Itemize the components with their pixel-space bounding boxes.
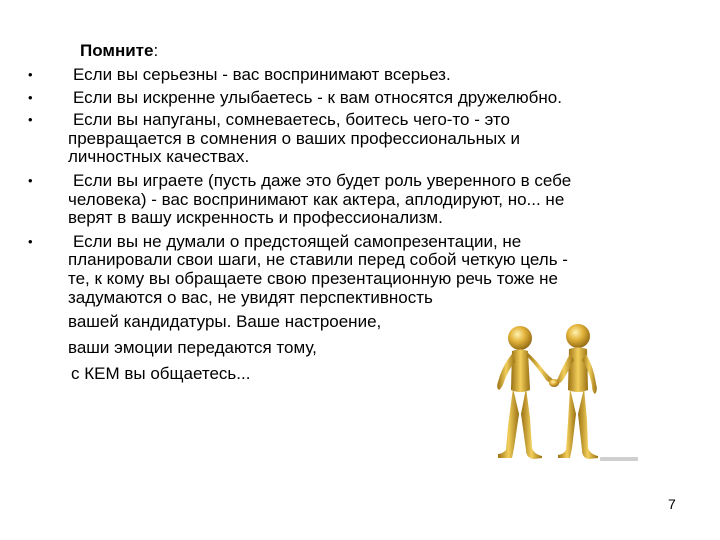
watermark-logo [600,457,638,461]
bullet-item [28,172,688,228]
slide-title [80,40,158,61]
bullet-item [28,89,688,108]
bullet-marker: • [28,89,33,105]
left-figure [497,326,554,459]
bullet-line: превращается в сомнения о ваших профессиональных и [68,128,520,148]
handshake-figures-illustration [468,318,648,466]
bullet-line: Если вы напуганы, сомневаетесь, боитесь чего-то - это [73,110,510,130]
bullet-line: с КЕМ вы общаетесь... [71,364,251,384]
bullet-item [28,111,688,167]
bullet-line: вашей кандидатуры. Ваше настроение, [68,312,382,332]
bullet-line: Если вы не думали о предстоящей самопрезентации, не [73,231,522,251]
title-colon: : [153,41,159,60]
bullet-marker: • [28,233,33,249]
bullet-line: личностных качествах. [68,147,250,167]
bullet-marker: • [28,112,33,128]
bullet-line: Если вы серьезны - вас воспринимают всерьез. [73,65,451,84]
bullet-line: Если вы искренне улыбаетесь - к вам относятся дружелюбно. [73,87,562,107]
title-word: Помните [80,41,154,60]
right-figure [554,324,598,459]
bullet-line: верят в вашу искренность и профессионализм. [68,208,443,228]
bullet-marker: • [28,172,33,188]
handshake-icon [549,379,559,387]
bullet-line: задумаются о вас, не увидят перспективность [68,287,433,307]
bullet-item [28,66,688,85]
bullet-line: человека) - вас воспринимают как актера, аплодируют, но... не [68,189,565,209]
bullet-marker: • [28,67,33,82]
bullet-line: Если вы играете (пусть даже это будет роль уверенного в себе [73,170,572,190]
page-number: 7 [668,496,676,512]
bullet-line: ваши эмоции передаются тому, [68,338,317,358]
bullet-line: те, к кому вы обращаете свою презентационную речь тоже не [68,268,558,288]
bullet-line: планировали свои шаги, не ставили перед собой четкую цель - [68,250,568,270]
